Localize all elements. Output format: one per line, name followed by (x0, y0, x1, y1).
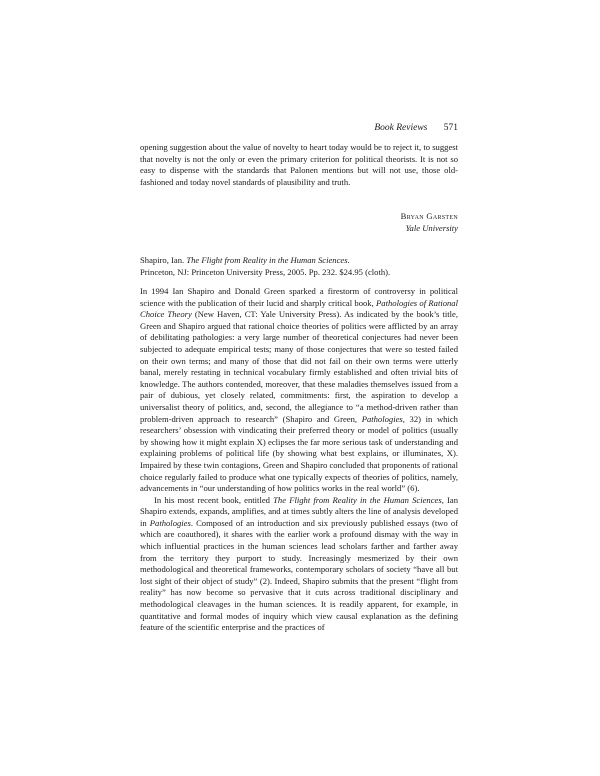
book-title-italic: The Flight from Reality in the Human Sciences (273, 494, 442, 505)
reviewer-signature (140, 211, 458, 234)
citation-publication: Princeton, NJ: Princeton University Press, 2005. Pp. 232. $24.95 (cloth). (140, 266, 391, 277)
review-paragraph-2: In his most recent book, entitled The Flight from Reality in the Human Sciences, Ian Shapiro extends, expands, amplifies, and at times subtly alters the line of analysis developed in Pathologies. Composed of an introduction and six previously published essays (two of which are coauthored), it shares with the earlier work a profound dismay with the way in which influential practices in the human sciences lead scholars farther and farther away from the territory they purport to study. Increasingly mesmerized by their own methodological and theoretical frameworks, contemporary scholars of society “have all but lost sight of their object of study” (2). Indeed, Shapiro submits that the present “flight from reality” has now become so pervasive that it cuts across traditional disciplinary and methodological cleavages in the human sciences. It is readily apparent, for example, in quantitative and formal modes of inquiry which view causal explanation as the defining feature of the scientific enterprise and the practices of (140, 494, 458, 633)
citation-title: The Flight from Reality in the Human Sciences. (186, 255, 350, 265)
reviewer-name: Bryan Garsten (400, 211, 458, 221)
short-title-italic: Pathologies (361, 413, 403, 424)
closing-paragraph: opening suggestion about the value of novelty to heart today would be to reject it, to suggest that novelty is not the only or even the primary criterion for political theorists. It is not so easy to dispense with the standards that Palonen mentions but will not use, those old-fashioned and today novel standards of plausibility and truth. (140, 142, 458, 187)
book-title-italic: Pathologies of Rational Choice Theory (140, 297, 458, 320)
running-head (140, 123, 458, 133)
citation-author: Shapiro, Ian. (140, 255, 185, 265)
review-body (140, 286, 458, 634)
reviewer-affiliation: Yale University (405, 222, 458, 233)
running-head-title: Book Reviews (374, 123, 428, 133)
book-citation (140, 255, 458, 278)
previous-review-ending (140, 142, 458, 188)
review-paragraph-1: In 1994 Ian Shapiro and Donald Green sparked a firestorm of controversy in political science with the publication of their lucid and sharply critical book, Pathologies of Rational Choice Theory (New Haven, CT: Yale University Press). As indicated by the book’s title, Green and Shapiro argued that rational choice theories of politics were afflicted by an array of debilitating pathologies: a very large number of theoretical conjectures had never been subjected to adequate empirical tests; many of those conjectures that were so tested failed on their own terms; and many of those that did not fail on their own terms were utterly banal, merely restating in technical vocabulary firmly established and often trivial bits of knowledge. The authors contended, moreover, that these maladies themselves issued from a pair of dubious, yet closely related, commitments: first, the aspiration to develop a universalist theory of politics, and, second, the allegiance to “a method-driven rather than problem-driven approach to research” (Shapiro and Green, Pathologies, 32) in which researchers’ obsession with vindicating their preferred theory or model of politics (usually by showing how it might explain X) eclipses the far more serious task of understanding and explaining problems of political life (by showing what best explains, or illuminates, X). Impaired by these twin contagions, Green and Shapiro concluded that proponents of rational choice regularly failed to produce what one typically expects of theories of politics, namely, advancements in “our understanding of how politics works in the real world” (6). (140, 286, 458, 494)
short-title-italic: Pathologies (149, 517, 191, 528)
page-number: 571 (443, 123, 458, 133)
